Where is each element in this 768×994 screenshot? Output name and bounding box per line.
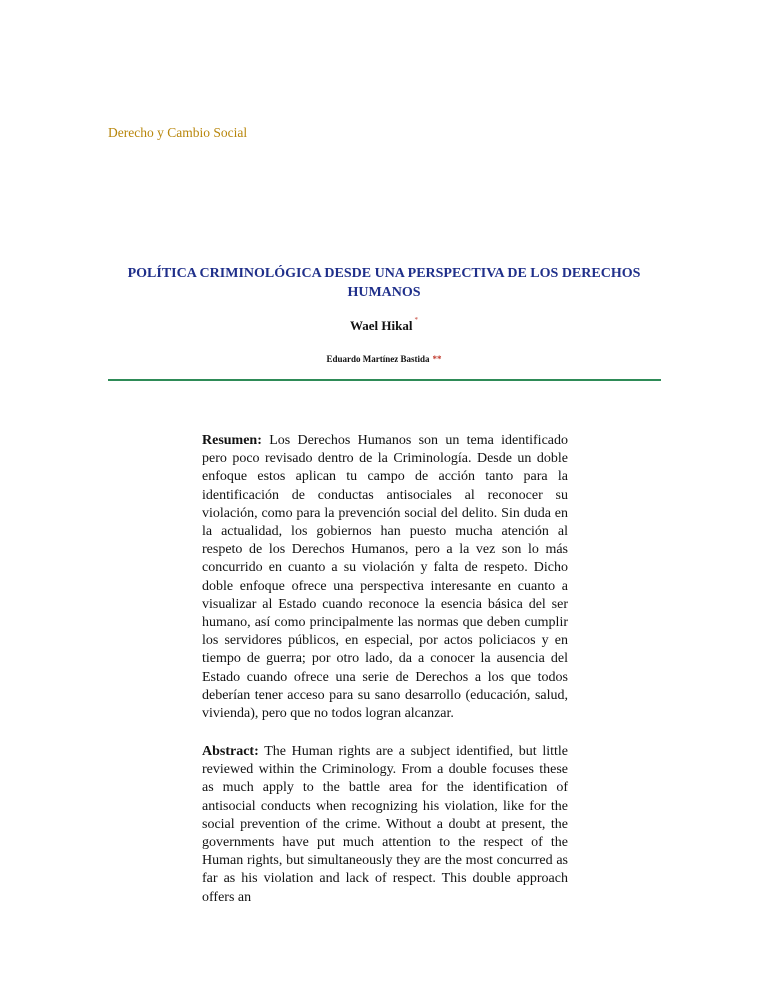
article-title: POLÍTICA CRIMINOLÓGICA DESDE UNA PERSPECTIVA DE LOS DERECHOS HUMANOS xyxy=(127,266,641,300)
resumen-text: Los Derechos Humanos son un tema identificado pero poco revisado dentro de la Criminología. Desde un doble enfoque estos aplican tu campo de acción tanto para la identificación de conductas antisociales al reconocer su violación, como para la prevención social del delito. Sin duda en la actualidad, los gobiernos han puesto mucha atención al respeto de los Derechos Humanos, pero a la vez son lo más concurrido en cuanto a su violación y falta de respeto. Dicho doble enfoque ofrece una perspectiva interesante en cuanto a visualizar al Estado cuando reconoce la esencia básica del ser humano, así como principalmente las normas que deben cumplir los servidores públicos, en especial, por actos policiacos y en tiempo de guerra; por otro lado, da a conocer la ausencia del Estado cuando ofrece una serie de Derechos a los que todos deberían tener acceso para su sano desarrollo (educación, salud, vivienda), pero que no todos logran alcanzar. xyxy=(202,433,568,722)
resumen-label: Resumen: xyxy=(202,433,262,448)
coauthor-line xyxy=(0,354,768,364)
author-footnote-mark: * xyxy=(414,316,418,324)
abstract-label: Abstract: xyxy=(202,744,259,759)
author-line xyxy=(0,318,768,334)
resumen-paragraph xyxy=(202,432,568,723)
journal-name: Derecho y Cambio Social xyxy=(108,125,248,140)
section-divider xyxy=(108,379,661,381)
abstract-paragraph xyxy=(202,743,568,907)
coauthor-footnote-mark: ** xyxy=(432,354,442,364)
author-name: Wael Hikal xyxy=(350,318,413,333)
abstract-text: The Human rights are a subject identified, but little reviewed within the Criminology. From a double focuses these as much apply to the battle area for the identification of antisocial conducts when recognizing his violation, like for the social prevention of the crime. Without a doubt at present, the governments have put much attention to the respect of the Human rights, but simultaneously they are the most concurred as far as his violation and lack of respect. This double approach offers an xyxy=(202,744,569,905)
coauthor-name: Eduardo Martínez Bastida xyxy=(326,354,430,364)
